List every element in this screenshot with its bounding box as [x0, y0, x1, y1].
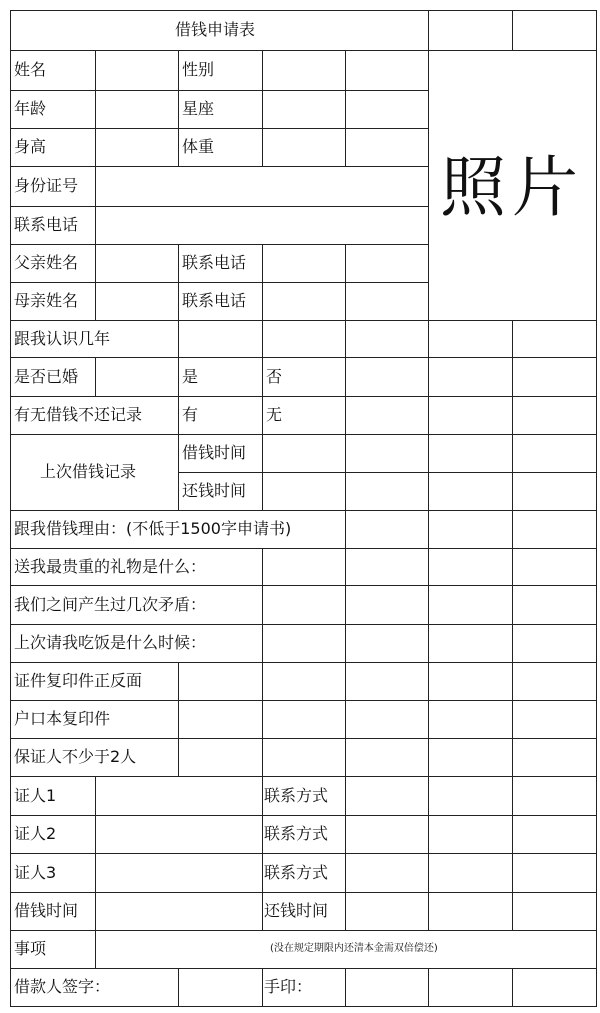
grid-line-vertical: [95, 930, 96, 969]
label-last-meal: 上次请我吃饭是什么时候：: [14, 633, 207, 652]
grid-line-vertical: [428, 50, 429, 91]
grid-line-vertical: [428, 738, 429, 777]
label-repay-time: 还钱时间: [182, 481, 247, 500]
grid-line-horizontal: [10, 434, 597, 435]
grid-line-vertical: [262, 90, 263, 129]
grid-line-vertical: [428, 548, 429, 586]
grid-line-vertical: [428, 585, 429, 625]
label-witness-2: 证人2: [14, 824, 57, 843]
grid-line-horizontal: [10, 50, 597, 51]
form-title: 借钱申请表: [175, 20, 256, 39]
grid-line-horizontal: [10, 738, 597, 739]
grid-line-vertical: [345, 396, 346, 435]
grid-line-vertical: [512, 968, 513, 1007]
grid-line-vertical: [262, 357, 263, 397]
label-matters: 事项: [14, 939, 47, 958]
grid-line-vertical: [178, 738, 179, 777]
grid-line-vertical: [95, 853, 96, 893]
label-contact-2: 联系方式: [264, 824, 329, 843]
grid-line-vertical: [262, 472, 263, 511]
grid-line-vertical: [262, 968, 263, 1007]
grid-line-vertical: [428, 282, 429, 321]
grid-line-vertical: [345, 738, 346, 777]
grid-line-vertical: [95, 128, 96, 167]
label-borrow-time-2: 借钱时间: [14, 901, 79, 920]
grid-line-vertical: [596, 10, 597, 1007]
grid-line-horizontal: [10, 930, 597, 931]
grid-line-vertical: [95, 166, 96, 207]
grid-line-horizontal: [10, 548, 597, 549]
grid-line-vertical: [262, 282, 263, 321]
label-reason: 跟我借钱理由：(不低于1500字申请书): [14, 519, 292, 538]
label-zodiac: 星座: [182, 99, 215, 118]
photo-label: 照片: [440, 149, 584, 226]
label-hukou-copy: 户口本复印件: [14, 709, 111, 728]
grid-line-vertical: [345, 548, 346, 586]
grid-line-vertical: [345, 815, 346, 854]
label-years-known: 跟我认识几年: [14, 328, 111, 348]
grid-line-vertical: [428, 472, 429, 511]
grid-line-vertical: [512, 510, 513, 549]
grid-line-vertical: [345, 357, 346, 397]
grid-line-vertical: [345, 434, 346, 473]
grid-line-horizontal: [178, 472, 597, 473]
grid-line-vertical: [428, 10, 429, 51]
grid-line-vertical: [428, 815, 429, 854]
grid-line-vertical: [512, 624, 513, 663]
grid-line-horizontal: [10, 776, 597, 777]
grid-line-vertical: [428, 700, 429, 739]
grid-line-vertical: [10, 10, 11, 1007]
grid-line-vertical: [345, 128, 346, 167]
grid-line-vertical: [512, 357, 513, 397]
grid-line-vertical: [428, 90, 429, 129]
grid-line-vertical: [428, 357, 429, 397]
label-conflicts: 我们之间产生过几次矛盾：: [14, 594, 207, 614]
grid-line-vertical: [345, 50, 346, 91]
label-guarantor: 保证人不少于2人: [14, 747, 137, 766]
grid-line-vertical: [345, 585, 346, 625]
grid-line-horizontal: [10, 206, 429, 207]
label-gender: 性别: [182, 60, 215, 79]
grid-line-vertical: [512, 700, 513, 739]
label-id-copy: 证件复印件正反面: [14, 671, 143, 690]
grid-line-vertical: [345, 776, 346, 816]
grid-line-vertical: [428, 128, 429, 167]
grid-line-vertical: [262, 624, 263, 663]
grid-line-vertical: [262, 738, 263, 777]
grid-line-vertical: [428, 968, 429, 1007]
grid-line-vertical: [428, 776, 429, 816]
label-default-record: 有无借钱不还记录: [14, 405, 143, 424]
grid-line-vertical: [345, 320, 346, 358]
label-repay-time-2: 还钱时间: [264, 901, 329, 920]
grid-line-horizontal: [10, 357, 597, 358]
grid-line-vertical: [345, 700, 346, 739]
grid-line-vertical: [345, 624, 346, 663]
grid-line-vertical: [95, 206, 96, 245]
grid-line-horizontal: [10, 510, 597, 511]
option-default-yes: 有: [182, 405, 199, 424]
grid-line-vertical: [262, 815, 263, 854]
grid-line-vertical: [262, 776, 263, 816]
label-married: 是否已婚: [14, 366, 79, 386]
grid-line-vertical: [178, 357, 179, 397]
grid-line-vertical: [512, 662, 513, 701]
label-father-name: 父亲姓名: [14, 253, 79, 272]
grid-line-vertical: [178, 282, 179, 321]
grid-line-vertical: [428, 510, 429, 549]
grid-line-vertical: [345, 472, 346, 511]
grid-line-vertical: [345, 282, 346, 321]
grid-line-vertical: [95, 892, 96, 931]
grid-line-vertical: [262, 853, 263, 893]
grid-line-vertical: [512, 10, 513, 51]
matters-note: (没在规定期限内还清本金需双倍偿还): [270, 943, 438, 954]
grid-line-vertical: [345, 662, 346, 701]
grid-line-vertical: [512, 434, 513, 473]
grid-line-vertical: [262, 548, 263, 586]
grid-line-vertical: [95, 50, 96, 91]
label-borrow-time: 借钱时间: [182, 443, 247, 462]
grid-line-vertical: [262, 662, 263, 701]
grid-line-vertical: [178, 968, 179, 1007]
grid-line-vertical: [95, 244, 96, 283]
grid-line-vertical: [178, 396, 179, 435]
grid-line-vertical: [428, 166, 429, 207]
grid-line-vertical: [95, 357, 96, 397]
grid-line-vertical: [512, 738, 513, 777]
grid-line-vertical: [428, 206, 429, 245]
label-witness-1: 证人1: [14, 785, 57, 805]
grid-line-vertical: [95, 815, 96, 854]
label-id-number: 身份证号: [14, 176, 79, 195]
grid-line-vertical: [178, 128, 179, 167]
label-contact-1: 联系方式: [264, 785, 329, 805]
grid-line-vertical: [512, 472, 513, 511]
grid-line-horizontal: [10, 10, 597, 11]
grid-line-horizontal: [10, 892, 597, 893]
grid-line-vertical: [345, 244, 346, 283]
grid-line-vertical: [262, 396, 263, 435]
grid-line-vertical: [512, 320, 513, 358]
grid-line-vertical: [178, 320, 179, 358]
grid-line-vertical: [178, 50, 179, 91]
grid-line-vertical: [428, 320, 429, 358]
label-height: 身高: [14, 137, 47, 156]
label-father-phone: 联系电话: [182, 253, 247, 272]
grid-line-vertical: [262, 244, 263, 283]
grid-line-vertical: [262, 128, 263, 167]
grid-line-vertical: [428, 892, 429, 931]
grid-line-horizontal: [10, 700, 597, 701]
grid-line-vertical: [512, 548, 513, 586]
label-phone: 联系电话: [14, 215, 79, 234]
grid-line-vertical: [428, 624, 429, 663]
grid-line-vertical: [428, 396, 429, 435]
label-fingerprint: 手印：: [264, 977, 313, 996]
grid-line-vertical: [512, 815, 513, 854]
grid-line-horizontal: [10, 244, 429, 245]
grid-line-horizontal: [10, 128, 429, 129]
grid-line-vertical: [345, 968, 346, 1007]
grid-line-vertical: [428, 434, 429, 473]
grid-line-vertical: [345, 892, 346, 931]
grid-line-horizontal: [10, 1006, 597, 1007]
grid-line-vertical: [345, 510, 346, 549]
grid-line-horizontal: [10, 968, 597, 969]
label-gift: 送我最贵重的礼物是什么：: [14, 556, 207, 576]
label-last-borrow-record: 上次借钱记录: [40, 462, 137, 481]
grid-line-horizontal: [10, 624, 597, 625]
grid-line-horizontal: [10, 662, 597, 663]
option-default-no: 无: [266, 405, 283, 424]
grid-line-horizontal: [10, 853, 597, 854]
grid-line-vertical: [178, 434, 179, 473]
label-name: 姓名: [14, 60, 47, 79]
option-married-yes: 是: [182, 366, 199, 386]
grid-line-vertical: [512, 396, 513, 435]
grid-line-vertical: [262, 320, 263, 358]
grid-line-vertical: [262, 700, 263, 739]
grid-line-vertical: [345, 853, 346, 893]
grid-line-vertical: [428, 662, 429, 701]
grid-line-vertical: [428, 853, 429, 893]
grid-line-horizontal: [10, 282, 429, 283]
grid-line-vertical: [178, 700, 179, 739]
grid-line-vertical: [345, 90, 346, 129]
grid-line-horizontal: [10, 90, 429, 91]
grid-line-vertical: [428, 244, 429, 283]
grid-line-vertical: [512, 892, 513, 931]
grid-line-vertical: [95, 776, 96, 816]
grid-line-vertical: [512, 776, 513, 816]
label-contact-3: 联系方式: [264, 862, 329, 882]
grid-line-vertical: [262, 50, 263, 91]
grid-line-horizontal: [10, 815, 597, 816]
label-age: 年龄: [14, 99, 47, 118]
grid-line-horizontal: [10, 396, 597, 397]
label-mother-name: 母亲姓名: [14, 291, 79, 310]
grid-line-vertical: [178, 244, 179, 283]
grid-line-vertical: [178, 90, 179, 129]
grid-line-vertical: [262, 585, 263, 625]
grid-line-vertical: [262, 434, 263, 473]
grid-line-horizontal: [10, 585, 597, 586]
label-mother-phone: 联系电话: [182, 291, 247, 310]
grid-line-vertical: [262, 892, 263, 931]
label-borrower-signature: 借款人签字：: [14, 977, 111, 996]
grid-line-vertical: [95, 282, 96, 321]
option-married-no: 否: [266, 366, 283, 386]
grid-line-horizontal: [10, 166, 429, 167]
label-weight: 体重: [182, 137, 215, 156]
grid-line-vertical: [178, 662, 179, 701]
grid-line-horizontal: [10, 320, 597, 321]
grid-line-vertical: [178, 472, 179, 511]
label-witness-3: 证人3: [14, 862, 57, 882]
grid-line-vertical: [95, 90, 96, 129]
grid-line-vertical: [512, 853, 513, 893]
grid-line-vertical: [512, 585, 513, 625]
